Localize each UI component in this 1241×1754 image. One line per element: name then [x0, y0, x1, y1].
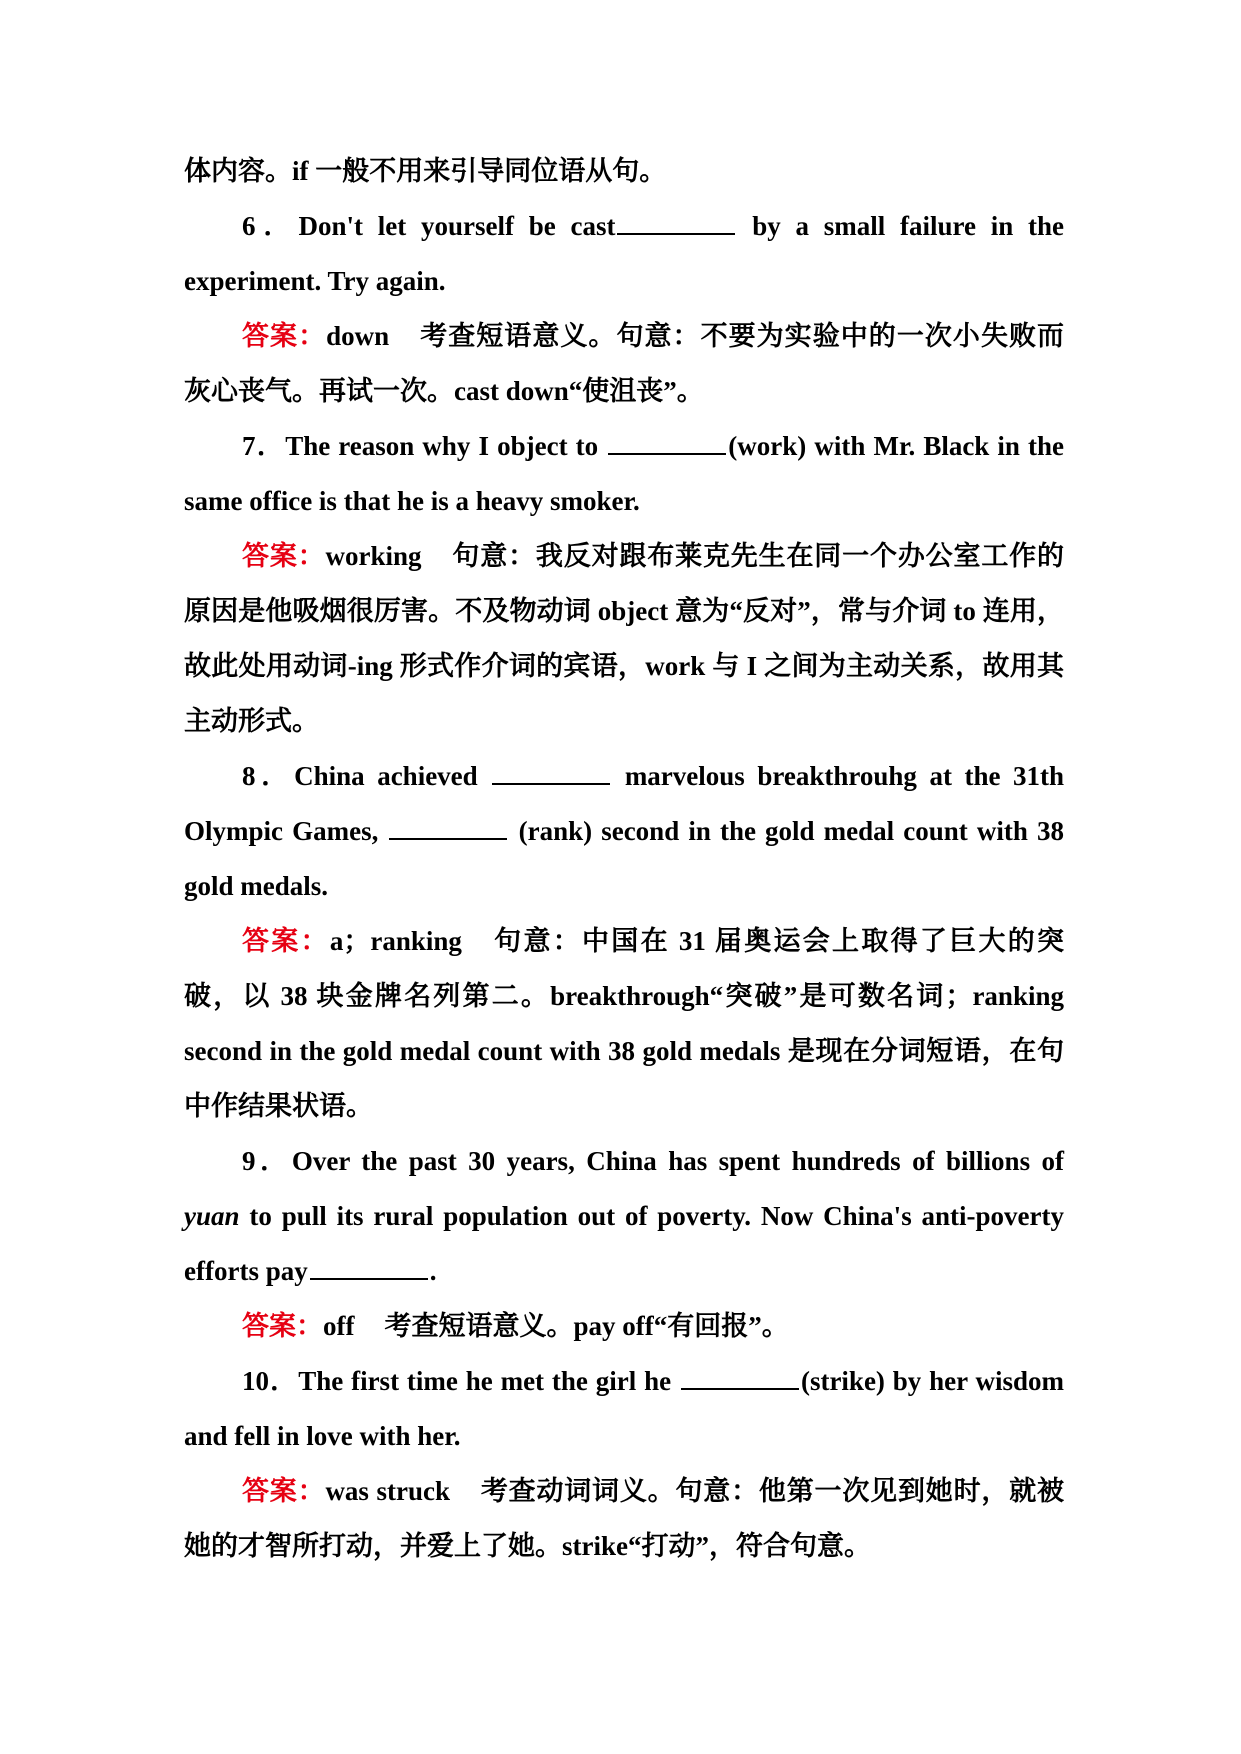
answer-explanation: 考查短语意义。pay off“有回报”。 [384, 1311, 789, 1341]
italic-term: yuan [184, 1201, 240, 1231]
answer-explanation: 考查动词词义。句意：他第一次见到她时，就被她的才智所打动，并爱上了她。strike“打动”，符合句意。 [184, 1476, 1065, 1561]
answer-explanation: 句意：我反对跟布莱克先生在同一个办公室工作的原因是他吸烟很厉害。不及物动词 object 意为“反对”，常与介词 to 连用，故此处用动词-ing 形式作介词的宾语，work 与 I 之间为主动关系，故用其主动形式。 [184, 541, 1065, 736]
question-7: 7．The reason why I object to (work) with Mr. Black in the same office is that he is a heavy smoker. [184, 431, 1065, 516]
answer-value: down [326, 321, 390, 351]
answer-value: off [323, 1311, 355, 1341]
answer-value: was struck [325, 1476, 451, 1506]
answer-label: 答案： [242, 321, 327, 351]
question-8: 8．China achieved marvelous breakthrouhg at the 31th Olympic Games, (rank) second in the gold medal count with 38 gold medals. [184, 761, 1065, 901]
answer-7 [184, 529, 1064, 749]
question-number: 8． [242, 761, 295, 791]
answer-label: 答案： [242, 541, 326, 571]
answer-blank [608, 429, 726, 455]
question-10: 10．The first time he met the girl he (strike) by her wisdom and fell in love with her. [184, 1366, 1065, 1451]
answer-label: 答案： [242, 1311, 323, 1341]
answer-blank [310, 1254, 428, 1280]
answer-value: working [325, 541, 422, 571]
answer-9 [184, 1299, 1064, 1354]
answer-explanation: 句意：中国在 31 届奥运会上取得了巨大的突破，以 38 块金牌名列第二。breakthrough“突破”是可数名词；ranking second in the gold medal count with 38 gold medals 是现在分词短语，在句中作结果状语。 [184, 926, 1065, 1121]
answer-6 [184, 309, 1064, 419]
previous-answer-tail: 体内容。if 一般不用来引导同位语从句。 [184, 156, 667, 186]
answer-explanation: 考查短语意义。句意：不要为实验中的一次小失败而灰心丧气。再试一次。cast down“使沮丧”。 [184, 321, 1065, 406]
answer-blank [389, 814, 507, 840]
answer-blank [492, 759, 610, 785]
answer-8 [184, 914, 1064, 1134]
question-number: 7． [242, 431, 286, 461]
question-6: 6．Don't let yourself be cast by a small failure in the experiment. Try again. [184, 211, 1065, 296]
answer-blank [617, 209, 735, 235]
answer-label: 答案： [242, 926, 330, 956]
question-number: 10． [242, 1366, 299, 1396]
answer-10 [184, 1464, 1064, 1574]
answer-blank [681, 1364, 799, 1390]
document-body [184, 144, 1064, 1574]
answer-value: a；ranking [329, 926, 462, 956]
question-number: 6． [242, 211, 299, 241]
question-number: 9． [242, 1146, 292, 1176]
question-9: 9．Over the past 30 years, China has spent hundreds of billions of yuan to pull its rural population out of poverty. Now China's anti-poverty efforts pay . [184, 1146, 1065, 1286]
answer-label: 答案： [242, 1476, 326, 1506]
